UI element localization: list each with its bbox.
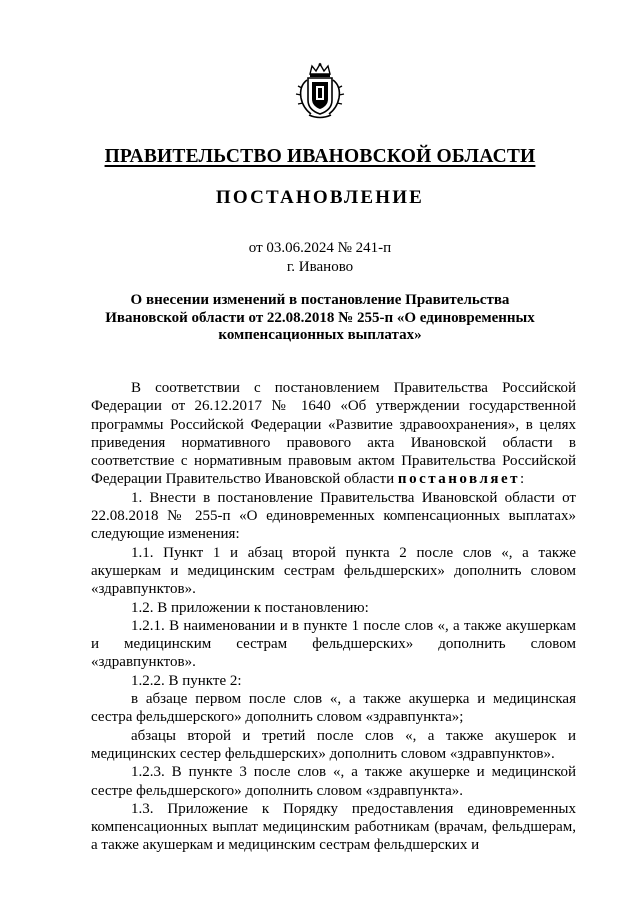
paragraph-1-3: 1.3. Приложение к Порядку предоставления единовременных компенсационных выплат медицинским работникам (врачам, фельдшерам, а также акушеркам и медицинским сестрам фельдшерских и: [91, 800, 576, 854]
heading-line-1: О внесении изменений в постановление Правительства: [130, 292, 510, 308]
paragraph-1-2-2-a: в абзаце первом после слов «, а также акушерка и медицинская сестра фельдшерского» дополнить словом «здравпункта»;: [91, 691, 576, 726]
paragraph-1-2-2-b: абзацы второй и третий после слов «, а также акушерок и медицинских сестер фельдшерских» дополнить словом «здравпунктов».: [91, 727, 576, 762]
resolves-word: постановляет: [397, 471, 521, 488]
paragraph-1-2: 1.2. В приложении к постановлению:: [131, 599, 369, 616]
heading-line-2: Ивановской области от 22.08.2018 № 255-п «О единовременных: [105, 309, 535, 326]
city: г. Иваново: [286, 259, 354, 275]
heading-line-3: компенсационных выплатах»: [218, 327, 422, 343]
document-heading: [95, 292, 545, 345]
government-name: ПРАВИТЕЛЬСТВО ИВАНОВСКОЙ ОБЛАСТИ: [104, 146, 536, 167]
paragraph-1-2-3: 1.2.3. В пункте 3 после слов «, а также акушерке и медицинской сестре фельдшерского» дополнить словом «здравпункта».: [91, 764, 576, 799]
coat-of-arms-emblem: [295, 62, 345, 120]
document-body: [91, 379, 576, 855]
paragraph-1: 1. Внести в постановление Правительства Ивановской области от 22.08.2018 № 255-п «О единовременных компенсационных выплатах» следующие изменения:: [91, 489, 576, 543]
paragraph-preamble: [91, 379, 576, 489]
date-and-number: от 03.06.2024 № 241-п: [248, 240, 392, 256]
paragraph-1-1: 1.1. Пункт 1 и абзац второй пункта 2 после слов «, а также акушеркам и медицинским сестрам фельдшерских» дополнить словом «здравпунктов».: [91, 544, 576, 598]
preamble-text: В соответствии с постановлением Правительства Российской Федерации от 26.12.2017 № 1640 «Об утверждении государственной программы Российской Федерации «Развитие здравоохранения», в целях приведения нормативного правового акта Ивановской области в соответствие с нормативным правовым актом Правительства Российской Федерации Правительство Ивановской области: [91, 380, 576, 488]
paragraph-1-2-2: 1.2.2. В пункте 2:: [131, 672, 242, 689]
preamble-end: :: [520, 471, 525, 488]
document-type: ПОСТАНОВЛЕНИЕ: [215, 187, 425, 208]
paragraph-1-2-1: 1.2.1. В наименовании и в пункте 1 после слов «, а также акушеркам и медицинским сестрам фельдшерских» дополнить словом «здравпунктов».: [91, 617, 576, 671]
